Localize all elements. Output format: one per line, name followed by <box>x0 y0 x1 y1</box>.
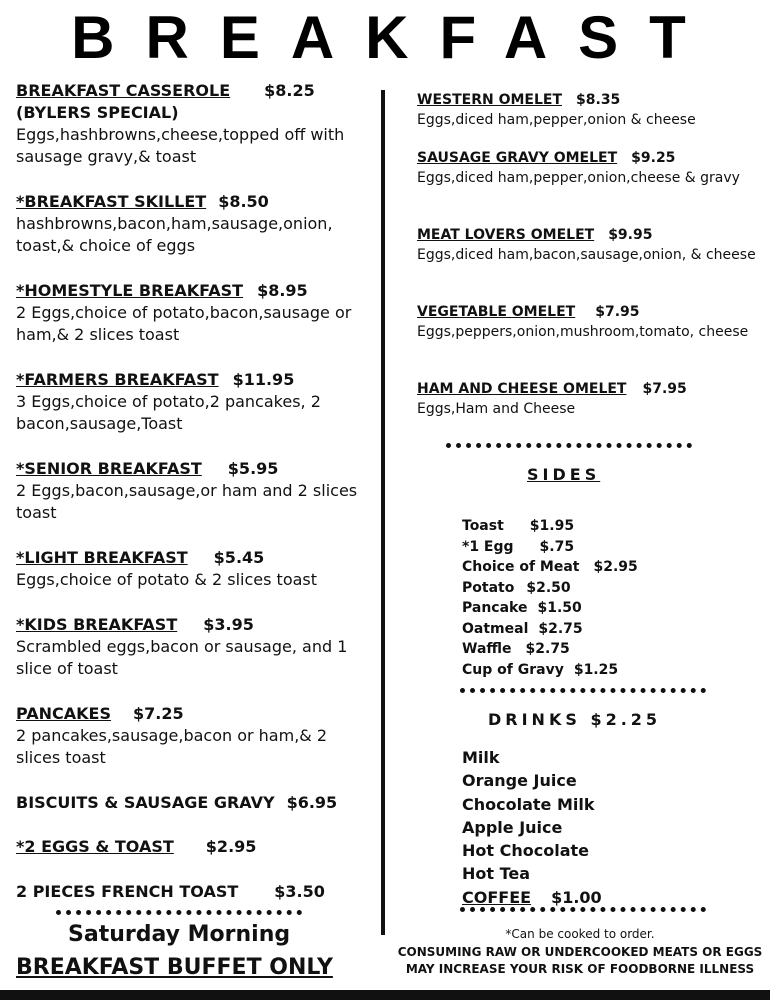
item-price: $7.25 <box>133 704 184 723</box>
side-price: $.75 <box>539 538 575 555</box>
item-description: 2 pancakes,sausage,bacon or ham,& 2 slices toast <box>16 726 328 767</box>
menu-item <box>16 369 376 435</box>
menu-item <box>16 191 376 257</box>
drink-item: Orange Juice <box>462 771 577 791</box>
menu-item <box>16 881 376 903</box>
item-price: $6.95 <box>286 793 338 812</box>
item-price: $11.95 <box>232 370 295 389</box>
item-description: Eggs,choice of potato & 2 slices toast <box>16 570 318 589</box>
item-price: $8.50 <box>218 192 269 211</box>
item-price: $2.95 <box>205 837 257 856</box>
menu-item <box>16 458 376 524</box>
buffet-heading: BREAKFAST BUFFET ONLY <box>16 955 333 980</box>
coffee-item <box>462 886 602 909</box>
drink-item: Apple Juice <box>462 817 563 837</box>
side-item <box>462 557 638 578</box>
item-description: hashbrowns,bacon,ham,sausage,onion, toast,& choice of eggs <box>16 214 333 255</box>
item-price: $9.25 <box>631 150 676 166</box>
dotted-separator <box>446 443 692 448</box>
drink-item: Hot Chocolate <box>462 841 589 861</box>
item-name: *2 EGGS & TOAST <box>16 837 174 856</box>
menu-title: BREAKFAST <box>71 4 717 71</box>
menu-item <box>16 280 376 346</box>
item-description: Eggs,hashbrowns,cheese,topped off with sausage gravy,& toast <box>16 125 345 166</box>
menu-item <box>16 547 376 591</box>
item-name: WESTERN OMELET <box>417 92 563 108</box>
item-description: Eggs,diced ham,bacon,sausage,onion, & cheese <box>417 247 756 263</box>
item-price: $8.35 <box>576 92 621 108</box>
column-divider <box>381 90 385 935</box>
side-item <box>462 660 638 681</box>
warning-line-1: CONSUMING RAW OR UNDERCOOKED MEATS OR EGGS <box>397 945 763 959</box>
side-name: Pancake <box>462 600 528 616</box>
coffee-name: COFFEE <box>462 887 532 907</box>
item-description: 2 Eggs,choice of potato,bacon,sausage or ham,& 2 slices toast <box>16 303 352 344</box>
item-name: BREAKFAST CASSEROLE <box>16 81 231 100</box>
side-price: $2.75 <box>525 641 570 657</box>
item-name: *HOMESTYLE BREAKFAST <box>16 281 244 300</box>
item-name: MEAT LOVERS OMELET <box>417 227 595 243</box>
item-name: 2 PIECES FRENCH TOAST <box>16 882 239 901</box>
coffee-price: $1.00 <box>551 887 602 907</box>
side-price: $1.95 <box>529 518 575 534</box>
side-price: $1.25 <box>573 661 619 678</box>
menu-item <box>417 89 757 130</box>
warning-line-2: MAY INCREASE YOUR RISK OF FOODBORNE ILLNESS <box>405 962 755 976</box>
item-name: *LIGHT BREAKFAST <box>16 548 188 567</box>
side-item <box>462 598 638 619</box>
bottom-bar <box>0 990 770 1000</box>
item-name: PANCAKES <box>16 704 112 723</box>
item-description: 3 Eggs,choice of potato,2 pancakes, 2 bacon,sausage,Toast <box>16 392 321 433</box>
side-item <box>462 639 638 660</box>
sides-list <box>462 516 638 680</box>
drink-item: Hot Tea <box>462 864 531 884</box>
drink-item: Chocolate Milk <box>462 794 595 814</box>
drink-item: Milk <box>462 748 500 767</box>
item-price: $5.45 <box>213 548 265 567</box>
side-name: Waffle <box>462 641 512 657</box>
item-price: $3.95 <box>203 615 254 634</box>
item-price: $8.25 <box>264 81 315 100</box>
item-description: Eggs,peppers,onion,mushroom,tomato, cheese <box>417 324 749 340</box>
cooked-to-order-note: *Can be cooked to order. <box>505 927 655 941</box>
item-name: SAUSAGE GRAVY OMELET <box>417 150 618 166</box>
item-price: $5.95 <box>227 459 279 478</box>
dotted-separator <box>56 910 302 915</box>
item-description: Eggs,Ham and Cheese <box>417 401 576 417</box>
dotted-separator <box>460 688 706 693</box>
menu-item <box>16 703 376 769</box>
saturday-heading: Saturday Morning <box>68 922 291 947</box>
side-price: $2.95 <box>593 559 638 575</box>
menu-item <box>417 301 757 342</box>
item-description: 2 Eggs,bacon,sausage,or ham and 2 slices toast <box>16 481 358 522</box>
side-item <box>462 516 638 537</box>
dotted-separator <box>460 907 706 912</box>
item-price: $7.95 <box>595 304 640 320</box>
side-name: Choice of Meat <box>462 559 580 575</box>
item-price: $3.50 <box>274 882 325 901</box>
item-price: $7.95 <box>642 381 687 397</box>
item-name: *FARMERS BREAKFAST <box>16 370 219 389</box>
side-item <box>462 537 638 558</box>
item-name: VEGETABLE OMELET <box>417 304 576 320</box>
item-description: Scrambled eggs,bacon or sausage, and 1 slice of toast <box>16 637 348 678</box>
item-name: *SENIOR BREAKFAST <box>16 459 202 478</box>
menu-item <box>417 378 757 419</box>
item-name: *KIDS BREAKFAST <box>16 615 178 634</box>
side-item <box>462 619 638 640</box>
side-name: Oatmeal <box>462 620 529 637</box>
side-item <box>462 578 638 599</box>
side-price: $2.75 <box>538 620 583 637</box>
side-price: $1.50 <box>537 600 582 616</box>
menu-item <box>417 147 757 188</box>
item-name: BISCUITS & SAUSAGE GRAVY <box>16 793 275 812</box>
item-price: $8.95 <box>257 281 308 300</box>
side-name: Toast <box>462 518 504 534</box>
item-description: Eggs,diced ham,pepper,onion & cheese <box>417 112 696 128</box>
item-name: HAM AND CHEESE OMELET <box>417 381 627 397</box>
side-name: *1 Egg <box>462 538 514 555</box>
menu-item <box>16 792 376 814</box>
side-name: Potato <box>462 579 515 596</box>
drinks-list <box>462 746 602 909</box>
drinks-heading: DRINKS $2.25 <box>488 710 662 729</box>
side-price: $2.50 <box>526 579 571 596</box>
menu-item <box>16 614 376 680</box>
menu-item <box>417 224 757 265</box>
item-name: *BREAKFAST SKILLET <box>16 192 207 211</box>
item-description: Eggs,diced ham,pepper,onion,cheese & gravy <box>417 170 740 186</box>
side-name: Cup of Gravy <box>462 661 564 678</box>
item-price: $9.95 <box>608 227 653 243</box>
item-subtitle: (BYLERS SPECIAL) <box>16 103 179 122</box>
menu-item <box>16 836 376 858</box>
menu-item <box>16 80 376 168</box>
sides-heading: SIDES <box>527 465 601 484</box>
